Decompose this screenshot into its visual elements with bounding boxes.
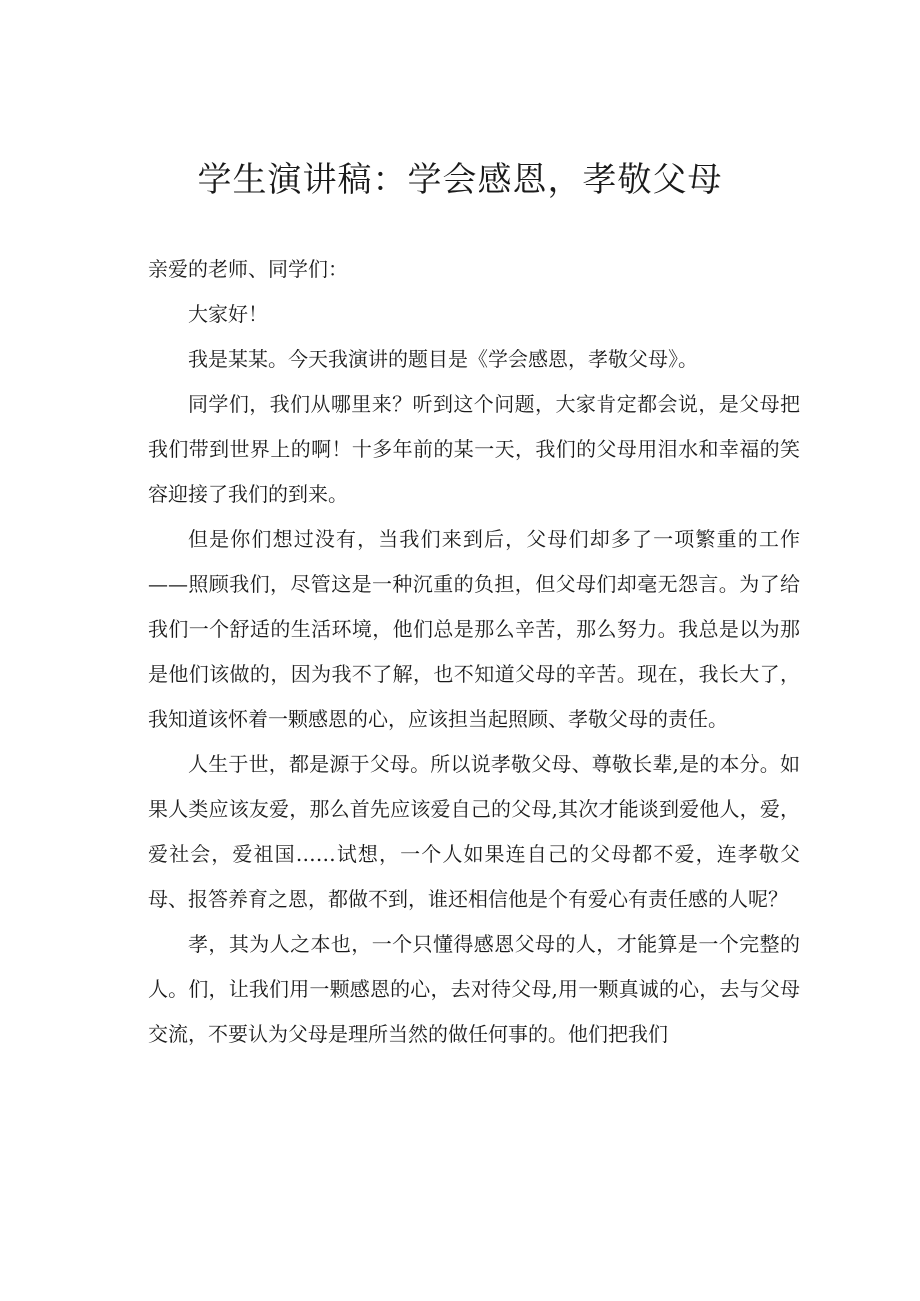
paragraph-introduction: 我是某某。今天我演讲的题目是《学会感恩，孝敬父母》。 bbox=[188, 347, 698, 371]
paragraph-where-from: 同学们，我们从哪里来？听到这个问题，大家肯定都会说，是父母把我们带到世界上的啊！十多年前的某一天，我们的父母用泪水和幸福的笑容迎接了我们的到来。 bbox=[148, 392, 800, 506]
salutation: 亲爱的老师、同学们： bbox=[148, 257, 348, 281]
paragraph-parents-burden: 但是你们想过没有，当我们来到后，父母们却多了一项繁重的工作——照顾我们，尽管这是一种沉重的负担，但父母们却毫无怨言。为了给我们一个舒适的生活环境，他们总是那么辛苦，那么努力。我总是以为那是他们该做的，因为我不了解，也不知道父母的辛苦。现在，我长大了，我知道该怀着一颗感恩的心，应该担当起照顾、孝敬父母的责任。 bbox=[148, 527, 800, 731]
page-title: 学生演讲稿：学会感恩，孝敬父母 bbox=[197, 160, 723, 200]
paragraph-filial-duty: 人生于世，都是源于父母。所以说孝敬父母、尊敬长辈,是的本分。如果人类应该友爱，那么首先应该爱自己的父母,其次才能谈到爱他人，爱，爱社会，爱祖国……试想，一个人如果连自己的父母都不爱，连孝敬父母、报答养育之恩，都做不到，谁还相信他是个有爱心有责任感的人呢？ bbox=[148, 752, 800, 911]
paragraph-greeting: 大家好！ bbox=[188, 302, 268, 326]
document-body bbox=[148, 247, 800, 1057]
paragraph-gratitude: 孝，其为人之本也，一个只懂得感恩父母的人，才能算是一个完整的人。们，让我们用一颗感恩的心，去对待父母,用一颗真诚的心，去与父母交流，不要认为父母是理所当然的做任何事的。他们把我们 bbox=[148, 932, 800, 1046]
